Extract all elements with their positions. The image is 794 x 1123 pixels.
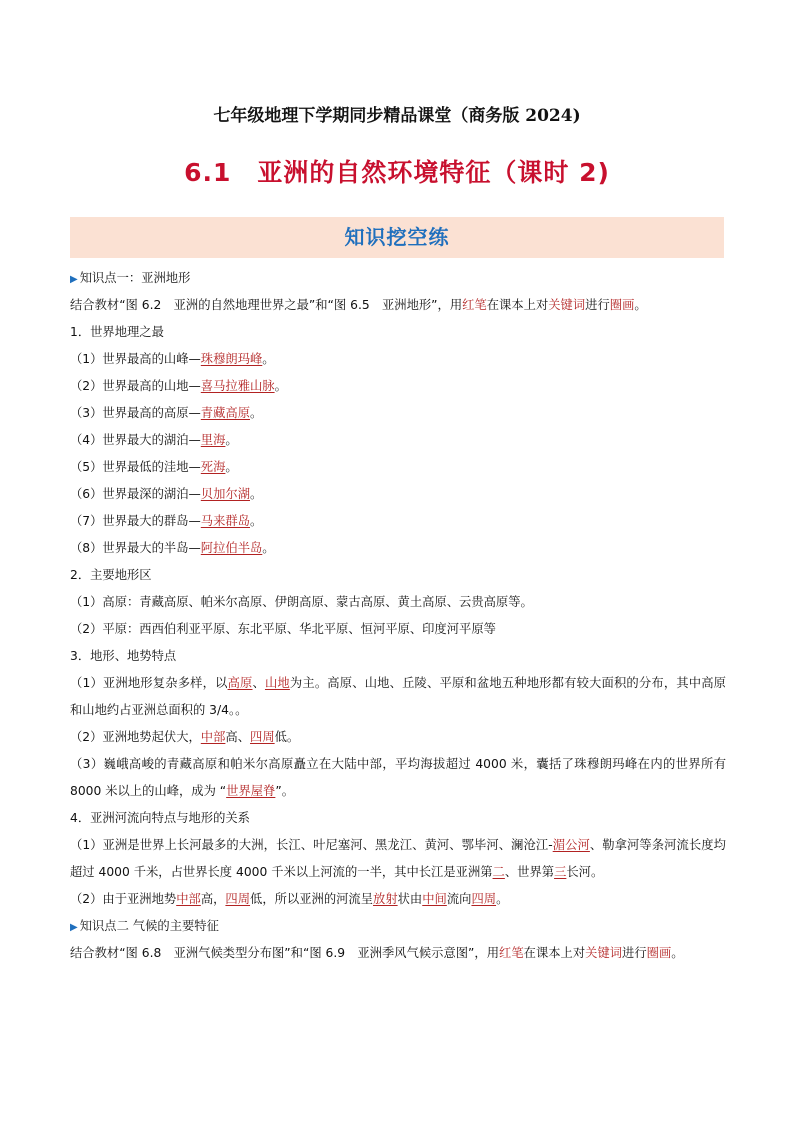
instruction-line-2: 结合教材“图 6.8 亚洲气候类型分布图”和“图 6.9 亚洲季风气候示意图”，用红笔在课本上对关键词进行圈画。 bbox=[70, 946, 684, 960]
answer-text: 死海 bbox=[200, 460, 226, 474]
part-heading: 2．主要地形区 bbox=[70, 568, 152, 582]
plain-line: （2）平原：西西伯利亚平原、东北平原、华北平原、恒河平原、印度河平原等 bbox=[70, 622, 496, 636]
list-item: （7）世界最大的群岛—马来群岛。 bbox=[70, 514, 263, 528]
river-flow-line: （2）由于亚洲地势中部高，四周低，所以亚洲的河流呈放射状由中间流向四周。 bbox=[70, 892, 509, 906]
lesson-name: 亚洲的自然环境特征（课时 2) bbox=[257, 158, 610, 187]
list-item: （3）世界最高的高原—青藏高原。 bbox=[70, 406, 263, 420]
list-item: （5）世界最低的洼地—死海。 bbox=[70, 460, 238, 474]
triangle-bullet-icon: ▶ bbox=[70, 274, 78, 285]
list-item: （6）世界最深的湖泊—贝加尔湖。 bbox=[70, 487, 263, 501]
answer-text: 里海 bbox=[200, 433, 226, 447]
part-heading: 4．亚洲河流向特点与地形的关系 bbox=[70, 811, 250, 825]
instruction-line: 结合教材“图 6.2 亚洲的自然地理世界之最”和“图 6.5 亚洲地形”，用红笔在课本上对关键词进行圈画。 bbox=[70, 298, 647, 312]
content-body bbox=[70, 265, 726, 967]
plateau-paragraph: （3）巍峨高峻的青藏高原和帕米尔高原矗立在大陆中部，平均海拔超过 4000 米，囊括了珠穆朗玛峰在内的世界所有 8000 米以上的山峰，成为 “世界屋脊”。 bbox=[70, 757, 726, 798]
answer-text: 马来群岛 bbox=[200, 514, 250, 528]
plateau-line: （1）高原：青藏高原、帕米尔高原、伊朗高原、蒙古高原、黄土高原、云贵高原等。 bbox=[70, 595, 533, 609]
answer-text: 喜马拉雅山脉 bbox=[200, 379, 275, 393]
answer-text: 珠穆朗玛峰 bbox=[200, 352, 263, 366]
lesson-title bbox=[0, 153, 794, 189]
part-heading: 3．地形、地势特点 bbox=[70, 649, 177, 663]
part-heading: 1．世界地理之最 bbox=[70, 325, 164, 339]
answer-text: 贝加尔湖 bbox=[200, 487, 250, 501]
section-banner: 知识挖空练 bbox=[70, 217, 724, 258]
superlatives-list bbox=[70, 346, 726, 562]
section-heading-2: ▶ 知识点二 气候的主要特征 bbox=[70, 919, 219, 933]
answer-text: 青藏高原 bbox=[200, 406, 250, 420]
list-item: （4）世界最大的湖泊—里海。 bbox=[70, 433, 238, 447]
rivers-paragraph: （1）亚洲是世界上长河最多的大洲，长江、叶尼塞河、黑龙江、黄河、鄂毕河、澜沧江-湄公河、勒拿河等条河流长度均超过 4000 千米，占世界长度 4000 千米以上河流的一半，其中长江是亚洲第二、世界第三长河。 bbox=[70, 838, 726, 879]
list-item: （8）世界最大的半岛—阿拉伯半岛。 bbox=[70, 541, 275, 555]
list-item: （1）世界最高的山峰—珠穆朗玛峰。 bbox=[70, 352, 275, 366]
elevation-line: （2）亚洲地势起伏大，中部高、四周低。 bbox=[70, 730, 300, 744]
lesson-number: 6.1 bbox=[184, 158, 232, 187]
answer-text: 阿拉伯半岛 bbox=[200, 541, 263, 555]
list-item: （2）世界最高的山地—喜马拉雅山脉。 bbox=[70, 379, 287, 393]
terrain-paragraph: （1）亚洲地形复杂多样，以高原、山地为主。高原、山地、丘陵、平原和盆地五种地形都有较大面积的分布，其中高原和山地约占亚洲总面积的 3/4。。 bbox=[70, 676, 726, 717]
series-title: 七年级地理下学期同步精品课堂（商务版 2024) bbox=[213, 106, 581, 126]
triangle-bullet-icon: ▶ bbox=[70, 922, 78, 933]
section-heading-1: ▶ 知识点一：亚洲地形 bbox=[70, 271, 191, 285]
